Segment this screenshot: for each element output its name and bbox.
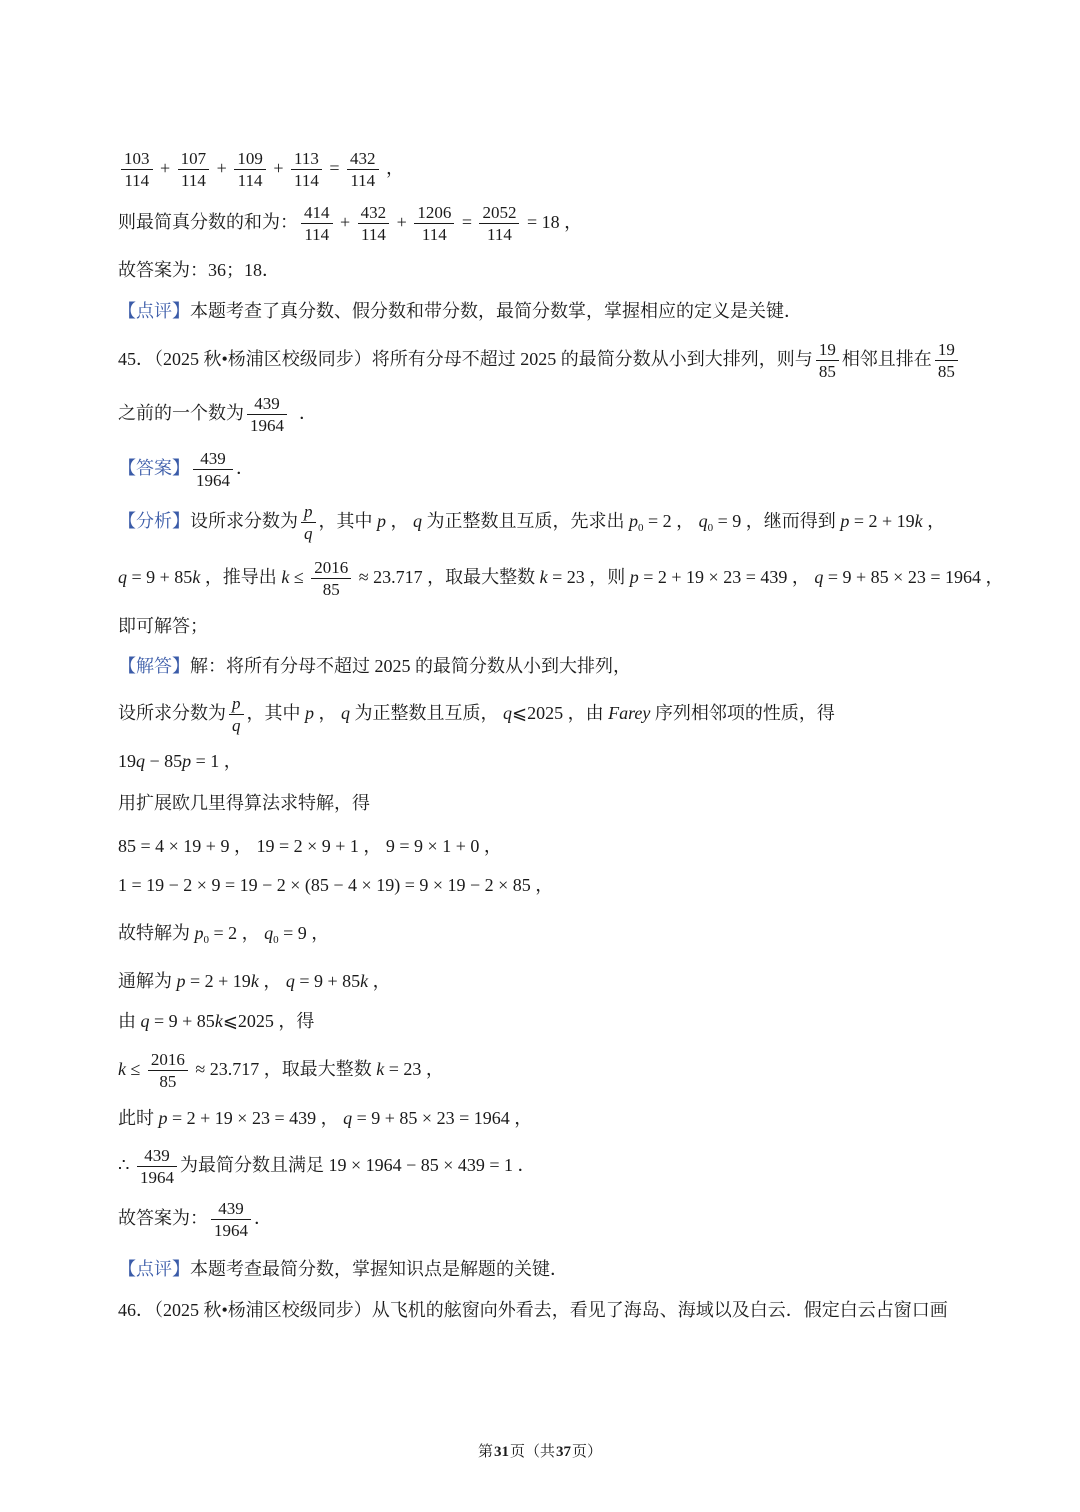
fraction-numerator: p: [301, 501, 316, 523]
analysis-label: 【分析】: [118, 511, 190, 531]
fraction-denominator: 114: [487, 225, 512, 245]
fraction-numerator: 439: [247, 393, 287, 415]
math-variable: p: [194, 923, 204, 943]
text-run: 此时: [118, 1108, 159, 1128]
text-run: 序列相邻项的性质，得: [650, 703, 835, 723]
subscript: 0: [638, 522, 644, 534]
text-run: 解：将所有分母不超过 2025 的最简分数从小到大排列，: [190, 656, 631, 676]
text-run: 85 = 4 × 19 + 9 ， 19 = 2 × 9 + 1 ， 9 = 9 × 1 + 0 ，: [118, 836, 502, 856]
fraction-numerator: p: [229, 693, 244, 715]
math-variable: k: [376, 1059, 385, 1079]
text-run: ．: [236, 458, 254, 478]
text-run: ，推导出: [200, 567, 282, 587]
q45-answer-line: [118, 443, 1058, 495]
text-run: = 23 ，: [384, 1059, 444, 1079]
math-variable: q: [503, 703, 512, 723]
text-run: 之前的一个数为: [118, 403, 244, 423]
fraction: [178, 148, 210, 191]
fraction-numerator: 2016: [148, 1049, 188, 1071]
review-label: 【点评】: [118, 1259, 190, 1279]
text-run: 为最简分数且满足 19 × 1964 − 85 × 439 = 1 ．: [179, 1155, 536, 1175]
text-run: = 9 + 85 × 23 = 1964 ，: [352, 1108, 533, 1128]
text-run: ，: [386, 511, 413, 531]
text-run: ，: [258, 971, 286, 991]
fraction-denominator: 114: [124, 171, 150, 191]
text-run: 相邻且排在: [841, 349, 932, 369]
fraction-denominator: 114: [180, 171, 206, 191]
math-variable: q: [136, 751, 145, 771]
fraction-denominator: q: [232, 716, 241, 736]
fraction-denominator: 114: [304, 225, 330, 245]
text-run: = 1 ，: [191, 751, 242, 771]
text-run: ，: [314, 703, 341, 723]
text-run: = 18 ，: [522, 212, 583, 232]
fraction: [347, 148, 379, 191]
fraction-numerator: 107: [178, 148, 210, 170]
fraction: [311, 557, 351, 600]
subscript: 0: [273, 934, 279, 946]
text-run: ≤: [289, 567, 309, 587]
fraction: [414, 202, 454, 245]
fraction-numerator: 2052: [479, 202, 519, 224]
math-variable: p: [176, 971, 186, 991]
text-run: 46．（2025 秋•杨浦区校级同步）从飞机的舷窗向外看去，看见了海岛、海域以及白云．假定白云占窗口画: [118, 1300, 948, 1320]
math-variable: k: [281, 567, 290, 587]
q45-solution-line-10: [118, 1044, 1058, 1096]
fraction-numerator: 19: [816, 339, 839, 361]
math-variable: p: [629, 567, 639, 587]
math-variable: q: [140, 1011, 150, 1031]
math-variable: p: [158, 1108, 168, 1128]
review-label: 【点评】: [118, 301, 190, 321]
text-run: 本题考查最简分数，掌握知识点是解题的关键．: [190, 1259, 568, 1279]
text-run: = 9 ，继而得到: [713, 511, 841, 531]
text-run: 为正整数且互质，: [350, 703, 503, 723]
fraction-numerator: 1206: [414, 202, 454, 224]
subscript: 0: [707, 522, 714, 534]
text-run: 为正整数且互质，先求出: [422, 511, 629, 531]
fraction: [234, 148, 266, 191]
math-variable: p: [629, 511, 638, 531]
fraction-denominator: 114: [237, 171, 263, 191]
text-run: +: [335, 212, 355, 232]
text-run: ≈ 23.717 ，取最大整数: [354, 567, 540, 587]
text-run: +: [268, 158, 288, 178]
text-run: ．: [254, 1208, 272, 1228]
text-run: − 85: [145, 751, 183, 771]
fraction-numerator: 19: [935, 339, 958, 361]
fraction-denominator: 114: [360, 225, 386, 245]
text-run: 19: [118, 751, 136, 771]
text-run: = 9 + 85: [149, 1011, 215, 1031]
q45-solution-line-12: [118, 1140, 1058, 1192]
q45-analysis-line-1: [118, 496, 1058, 548]
fraction: [121, 148, 153, 191]
text-run: = 23 ，则: [547, 567, 630, 587]
text-run: ，: [381, 158, 404, 178]
text-run: = 2 + 19 × 23 = 439 ，: [167, 1108, 344, 1128]
fraction-numerator: 2016: [311, 557, 351, 579]
q45-stem-line-1: [118, 334, 1058, 386]
text-run: ．: [290, 403, 317, 423]
fraction-numerator: 103: [121, 148, 153, 170]
math-variable: q: [413, 511, 422, 531]
fraction: [148, 1049, 188, 1092]
text-run: = 2 + 19 × 23 = 439 ，: [638, 567, 815, 587]
fraction: [193, 448, 233, 491]
text-run: ，: [922, 511, 946, 531]
q45-solution-line-6: [118, 860, 1058, 912]
fraction-numerator: 113: [291, 148, 322, 170]
fraction-denominator: 85: [159, 1072, 177, 1092]
text-run: 即可解答；: [118, 616, 208, 636]
text-run: 用扩展欧几里得算法求特解，得: [118, 793, 370, 813]
fraction: [291, 148, 322, 191]
math-variable: q: [285, 971, 295, 991]
fraction: [247, 393, 287, 436]
text-run: ⩽2025 ，由: [512, 703, 609, 723]
q45-solution-line-2: [118, 688, 1058, 740]
math-variable: k: [539, 567, 548, 587]
math-variable: p: [305, 703, 314, 723]
fraction: [301, 202, 333, 245]
text-run: = 2 + 19: [849, 511, 915, 531]
fraction: [229, 693, 244, 736]
math-variable: k: [192, 567, 201, 587]
fraction: [358, 202, 390, 245]
fraction-numerator: 439: [137, 1145, 177, 1167]
text-run: +: [392, 212, 412, 232]
math-variable: k: [914, 511, 923, 531]
math-variable: Farey: [608, 703, 651, 723]
fraction-denominator: 114: [350, 171, 376, 191]
text-run: +: [155, 158, 175, 178]
text-run: ≈ 23.717 ，取最大整数: [190, 1059, 377, 1079]
math-variable: k: [118, 1059, 126, 1079]
q45-solution-line-13: [118, 1193, 1058, 1245]
math-variable: q: [264, 923, 274, 943]
text-run: = 2 ，: [643, 511, 699, 531]
text-run: ，其中: [246, 703, 305, 723]
text-run: +: [212, 158, 232, 178]
math-variable: p: [377, 511, 386, 531]
text-run: 故特解为: [118, 923, 195, 943]
math-variable: k: [360, 971, 369, 991]
total-page-count: 37: [556, 1444, 571, 1460]
q45-solution-line-1: [118, 641, 1058, 693]
q45-analysis-line-2: [118, 552, 1058, 604]
fraction: [301, 501, 316, 544]
fraction-denominator: 1964: [214, 1221, 248, 1241]
text-run: ≤: [126, 1059, 145, 1079]
text-run: = 9 + 85: [294, 971, 361, 991]
current-page-number: 31: [493, 1444, 509, 1460]
text-run: ，: [368, 971, 391, 991]
math-variable: q: [343, 1108, 353, 1128]
q44-review-line: [118, 286, 1058, 338]
text-run: = 2 ，: [209, 923, 265, 943]
text-run: = 9 + 85: [127, 567, 193, 587]
fraction-denominator: 114: [293, 171, 319, 191]
text-run: 则最简真分数的和为：: [118, 212, 298, 232]
fraction-numerator: 109: [234, 148, 266, 170]
math-variable: p: [182, 751, 192, 771]
math-variable: k: [214, 1011, 223, 1031]
text-run: = 9 ，: [278, 923, 330, 943]
text-run: = 9 + 85 × 23 = 1964 ，: [823, 567, 1004, 587]
text-run: 页）: [572, 1444, 603, 1460]
math-variable: q: [814, 567, 824, 587]
fraction-denominator: 114: [421, 225, 447, 245]
text-run: 设所求分数为: [118, 703, 226, 723]
fraction: [935, 339, 958, 382]
text-run: 故答案为：36；18．: [118, 260, 280, 280]
text-run: ∴: [118, 1155, 134, 1175]
text-run: ，其中: [318, 511, 377, 531]
fraction-denominator: 85: [937, 362, 955, 382]
q45-solution-line-11: [118, 1093, 1058, 1145]
text-run: 1 = 19 − 2 × 9 = 19 − 2 × (85 − 4 × 19) = 9 × 19 − 2 × 85 ，: [118, 875, 554, 895]
math-variable: k: [250, 971, 259, 991]
text-run: ⩽2025 ，得: [222, 1011, 315, 1031]
text-run: 由: [118, 1011, 141, 1031]
text-run: = 2 + 19: [185, 971, 251, 991]
q45-solution-line-7: [118, 908, 1058, 960]
math-variable: q: [341, 703, 350, 723]
q46-stem-line-1: [118, 1285, 1058, 1337]
q44-simplest-fraction-total-line: [118, 197, 1058, 249]
fraction: [816, 339, 839, 382]
fraction-denominator: 85: [322, 580, 340, 600]
subscript: 0: [203, 934, 209, 946]
text-run: 45．（2025 秋•杨浦区校级同步）将所有分母不超过 2025 的最简分数从小到大排列，则与: [118, 349, 813, 369]
page-footer: [0, 1440, 1080, 1464]
fraction-denominator: 85: [818, 362, 836, 382]
fraction: [211, 1198, 251, 1241]
fraction-numerator: 432: [347, 148, 379, 170]
q44-fraction-sum-line: [118, 143, 1058, 195]
q45-solution-line-9: [118, 996, 1058, 1048]
answer-label: 【答案】: [118, 458, 190, 478]
text-run: 页（共: [509, 1444, 555, 1460]
q45-stem-line-2: [118, 388, 1058, 440]
text-run: =: [457, 212, 477, 232]
fraction-numerator: 439: [211, 1198, 251, 1220]
fraction-numerator: 432: [358, 202, 390, 224]
fraction-denominator: 1964: [250, 416, 284, 436]
fraction-numerator: 439: [193, 448, 233, 470]
text-run: 本题考查了真分数、假分数和带分数，最简分数掌，掌握相应的定义是关键．: [190, 301, 802, 321]
fraction-denominator: 1964: [139, 1168, 174, 1188]
fraction-numerator: 414: [301, 202, 333, 224]
solution-label: 【解答】: [118, 656, 190, 676]
math-variable: q: [698, 511, 708, 531]
fraction: [479, 202, 519, 245]
fraction-denominator: 1964: [196, 471, 230, 491]
math-variable: q: [118, 567, 127, 587]
fraction-denominator: q: [304, 524, 313, 544]
text-run: 故答案为：: [118, 1208, 208, 1228]
text-run: 通解为: [118, 971, 177, 991]
text-run: 设所求分数为: [190, 511, 298, 531]
math-variable: p: [840, 511, 850, 531]
text-run: 第: [477, 1444, 493, 1460]
text-run: =: [324, 158, 344, 178]
fraction: [137, 1145, 177, 1188]
